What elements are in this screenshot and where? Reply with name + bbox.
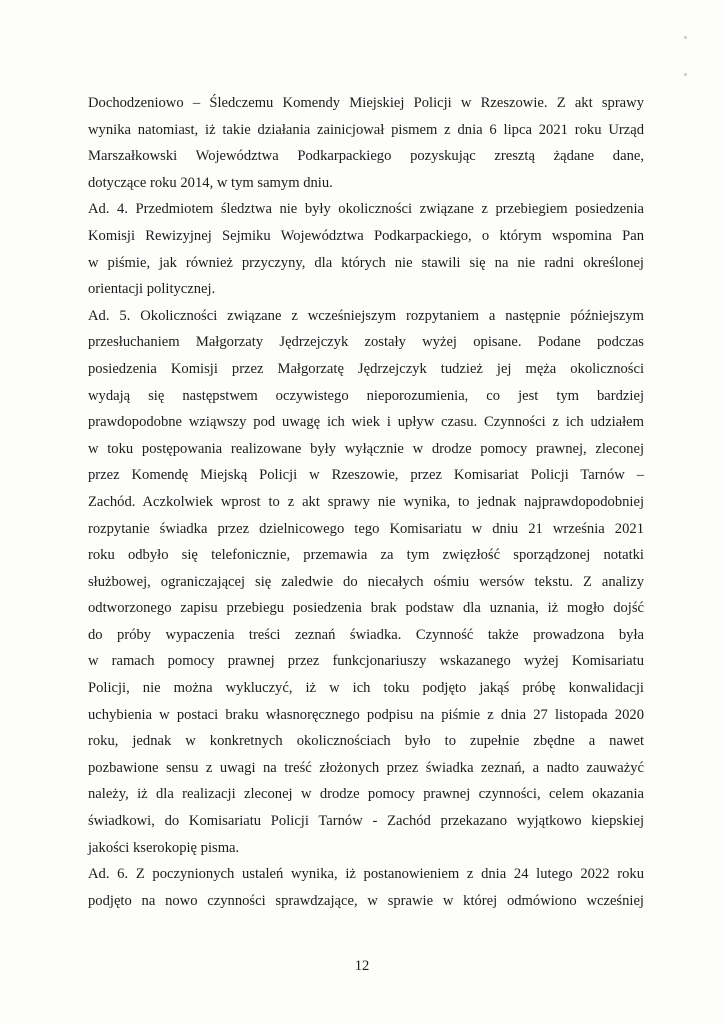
text-line: odtworzonego zapisu przebiegu posiedzenia brak podstaw dla uznania, iż mogło dojść — [88, 600, 644, 617]
text-line: służbowej, ograniczającej się zaledwie do niecałych ośmiu wersów tekstu. Z analizy — [88, 573, 644, 590]
text-line: Ad. 5. Okoliczności związane z wcześniejszym rozpytaniem a następnie późniejszym — [88, 307, 644, 324]
text-line: Komisji Rewizyjnej Sejmiku Województwa Podkarpackiego, o którym wspomina Pan — [88, 227, 644, 244]
text-line: jakości kserokopię pisma. — [88, 839, 240, 856]
page-number: 12 — [354, 958, 370, 974]
text-line: należy, iż dla realizacji zleconej w drodze pomocy prawnej czynności, celem okazania — [88, 786, 644, 803]
text-line: podjęto na nowo czynności sprawdzające, w sprawie w której odmówiono wcześniej — [88, 892, 644, 909]
text-line: Dochodzeniowo – Śledczemu Komendy Miejskiej Policji w Rzeszowie. Z akt sprawy — [88, 95, 644, 111]
text-line: posiedzenia Komisji przez Małgorzatę Jędrzejczyk tudzież jej męża okoliczności — [88, 360, 644, 377]
text-line: w toku postępowania realizowane były wyłącznie w drodze pomocy prawnej, zleconej — [88, 440, 644, 457]
text-line: Zachód. Aczkolwiek wprost to z akt sprawy nie wynika, to jednak najprawdopodobniej — [88, 493, 644, 510]
text-line: roku, jednak w konkretnych okolicznościach było to zupełnie zbędne a nawet — [88, 733, 644, 750]
text-line: do próby wypaczenia treści zeznań świadka. Czynność także prowadzona była — [88, 626, 644, 643]
text-line: Policji, nie można wykluczyć, iż w ich toku podjęto jakąś próbę konwalidacji — [88, 680, 644, 697]
scan-speck — [684, 36, 687, 39]
text-line: Ad. 4. Przedmiotem śledztwa nie były okoliczności związane z przebiegiem posiedzenia — [88, 201, 644, 218]
text-line: wynika natomiast, iż takie działania zainicjował pismem z dnia 6 lipca 2021 roku Urząd — [88, 121, 644, 138]
text-line: pozbawione sensu z uwagi na treść złożonych przez świadka zeznań, a nadto zauważyć — [88, 759, 644, 776]
body-text — [88, 90, 644, 914]
text-line: przesłuchaniem Małgorzaty Jędrzejczyk zostały wyżej opisane. Podane podczas — [88, 334, 644, 351]
text-line: przez Komendę Miejską Policji w Rzeszowie, przez Komisariat Policji Tarnów – — [88, 467, 644, 484]
scan-speck — [684, 73, 687, 76]
text-line: w piśmie, jak również przyczyny, dla których nie stawili się na nie radni określonej — [88, 254, 644, 271]
text-line: rozpytanie świadka przez dzielnicowego tego Komisariatu w dniu 21 września 2021 — [88, 520, 644, 537]
text-line: Marszałkowski Województwa Podkarpackiego pozyskując zresztą żądane dane, — [88, 148, 644, 165]
text-line: uchybienia w postaci braku własnoręcznego podpisu na piśmie z dnia 27 listopada 2020 — [88, 706, 644, 723]
text-line: prawdopodobne wziąwszy pod uwagę ich wiek i upływ czasu. Czynności z ich udziałem — [88, 414, 644, 431]
text-line: Ad. 6. Z poczynionych ustaleń wynika, iż postanowieniem z dnia 24 lutego 2022 roku — [88, 866, 644, 883]
text-line: orientacji politycznej. — [88, 281, 216, 298]
text-line: świadkowi, do Komisariatu Policji Tarnów - Zachód przekazano wyjątkowo kiepskiej — [88, 813, 644, 830]
text-line: dotyczące roku 2014, w tym samym dniu. — [88, 174, 333, 191]
text-line: roku odbyło się telefonicznie, przemawia za tym zwięzłość sporządzonej notatki — [88, 547, 644, 564]
text-line: wydają się następstwem oczywistego nieporozumienia, co jest tym bardziej — [88, 387, 644, 404]
text-line: w ramach pomocy prawnej przez funkcjonariuszy wskazanego wyżej Komisariatu — [88, 653, 644, 670]
